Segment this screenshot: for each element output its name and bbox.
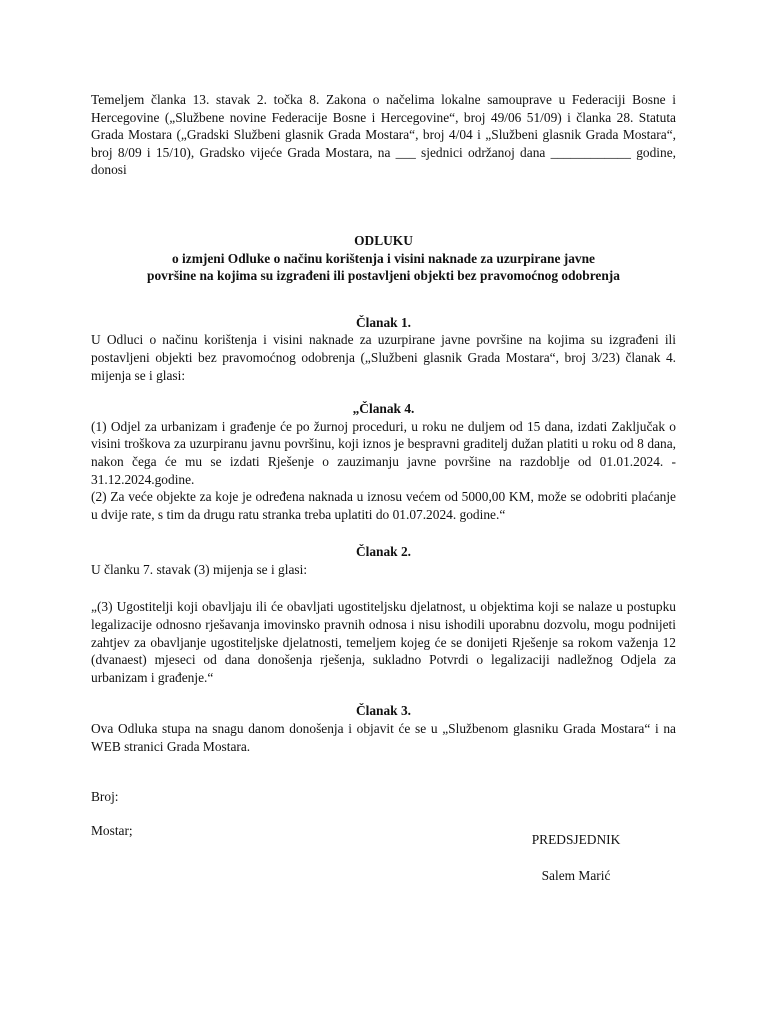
decision-title-line1: o izmjeni Odluke o načinu korištenja i visini naknade za uzurpirane javne [172, 250, 595, 266]
article-4-paragraph-1: (1) Odjel za urbanizam i građenje će po žurnoj proceduri, u roku ne duljem od 15 dana, izdati Zaključak o visini troškova za uzurpiranu javnu površinu, koji iznos je bespravni graditelj dužan platiti u roku od 8 dana, nakon čega će mu se izdati Rješenje o zauzimanju javne površine na razdoblje od 01.01.2024. - 31.12.2024.godine. [91, 418, 676, 487]
document-body [91, 91, 676, 839]
article-1-heading: Članak 1. [355, 314, 412, 330]
article-1-text: U Odluci o načinu korištenja i visini naknade za uzurpirane javne površine na kojima su izgrađeni ili postavljeni objekti bez pravomoćnog odobrenja („Službeni glasnik Grada Mostara“, broj 3/23) članak 4. mijenja se i glasi: [91, 332, 676, 383]
preamble: Temeljem članka 13. stavak 2. točka 8. Zakona o načelima lokalne samouprave u Federaciji Bosne i Hercegovine („Službene novine Federacije Bosne i Hercegovine“, broj 49/06 51/09) i članka 28. Statuta Grada Mostara („Gradski Službeni glasnik Grada Mostara“, broj 4/04 i „Službeni glasnik Grada Mostara“, broj 8/09 i 15/10), Gradsko vijeće Grada Mostara, na ___ sjednici održanoj dana ____________ godine, donosi [91, 92, 676, 178]
article-2-text: „(3) Ugostitelji koji obavljaju ili će obavljati ugostiteljsku djelatnost, u objektima koji se nalaze u postupku legalizacije odnosno rješavanja imovinsko pravnih odnosa i nisu ishodili uporabnu dozvolu, mogu podnijeti zahtjev za obavljanje ugostiteljske djelatnosti, temeljem kojeg će se donijeti Rješenje sa rokom važenja 12 (dvanaest) mjeseci od dana donošenja rješenja, sukladno Potvrdi o legalizaciji nadležnog Odjela za urbanizam i građenje.“ [91, 599, 676, 685]
article-2-intro: U članku 7. stavak (3) mijenja se i glasi: [91, 561, 308, 577]
decision-title-line2: površine na kojima su izgrađeni ili postavljeni objekti bez pravomoćnog odobrenja [147, 268, 620, 284]
signature-block [510, 831, 642, 884]
reference-number-label: Broj: [91, 789, 119, 805]
article-3-text: Ova Odluka stupa na snagu danom donošenja i objavit će se u „Službenom glasniku Grada Mostara“ i na WEB stranici Grada Mostara. [91, 721, 676, 754]
article-4-paragraph-2: (2) Za veće objekte za koje je određena naknada u iznosu većem od 5000,00 KM, može se odobriti plaćanje u dvije rate, s tim da drugu ratu stranka treba uplatiti do 01.07.2024. godine.“ [91, 489, 676, 522]
decision-title [91, 232, 676, 285]
place-label: Mostar; [91, 822, 133, 838]
signature-name: Salem Marić [541, 867, 611, 883]
quoted-article-4-heading: „Članak 4. [352, 401, 415, 417]
article-2-heading: Članak 2. [355, 544, 412, 560]
article-3-heading: Članak 3. [355, 703, 412, 719]
decision-title-main: ODLUKU [354, 232, 413, 248]
signature-title: PREDSJEDNIK [531, 832, 621, 847]
